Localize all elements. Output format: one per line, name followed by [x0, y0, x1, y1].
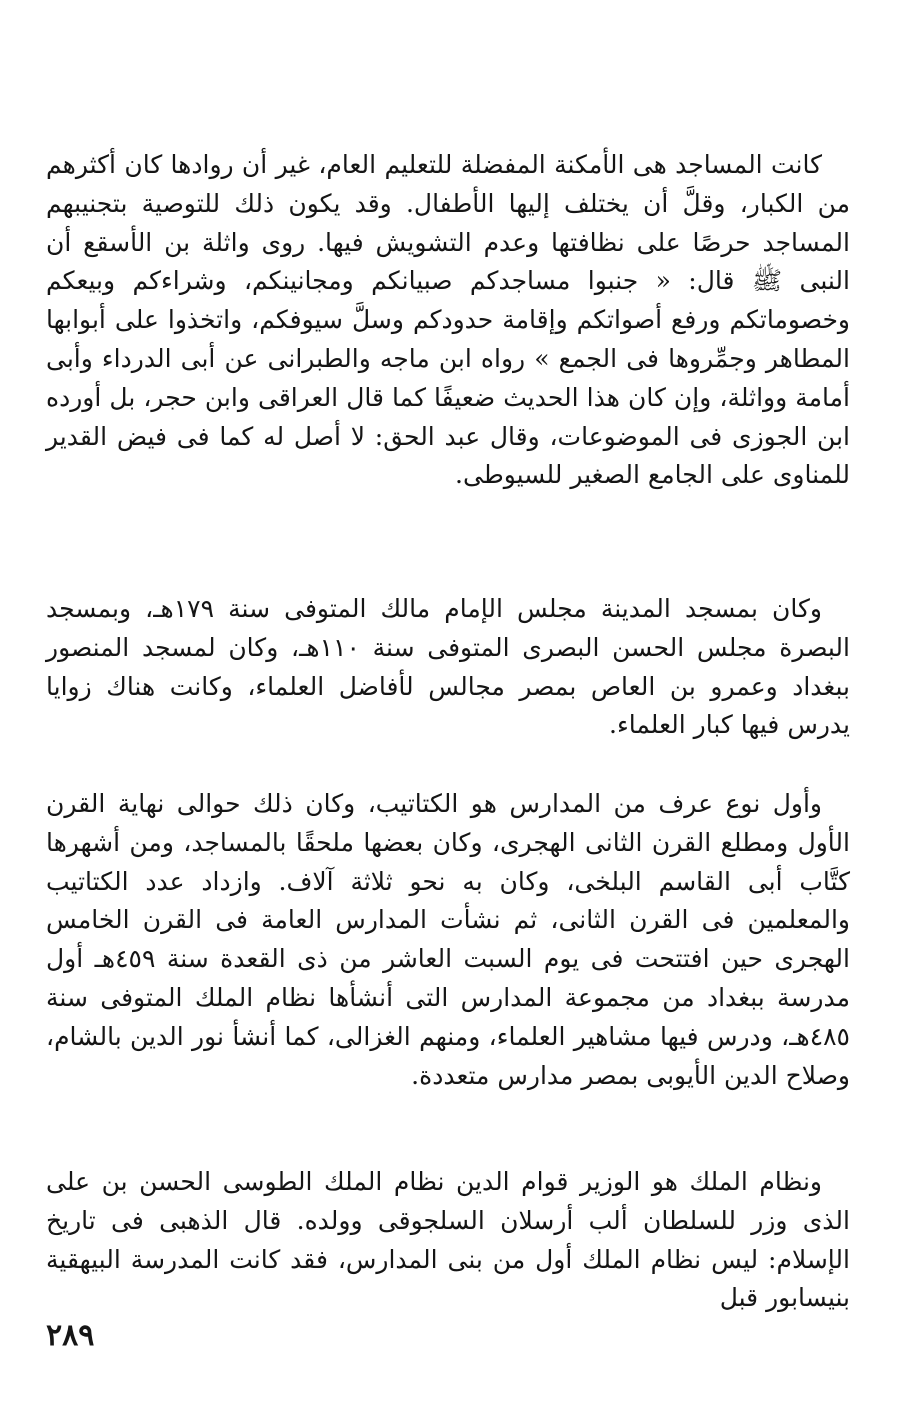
- paragraph-text: وأول نوع عرف من المدارس هو الكتاتيب، وكان ذلك حوالى نهاية القرن الأول ومطلع القرن الثانى الهجرى، وكان بعضها ملحقًا بالمساجد، ومن أشهرها كتَّاب أبى القاسم البلخى، وكان به نحو ثلاثة آلاف. وازداد عدد الكتاتيب والمعلمين فى القرن الثانى، ثم نشأت المدارس العامة فى القرن الخامس الهجرى حين افتتحت فى يوم السبت العاشر من ذى القعدة سنة ٤٥٩هـ أول مدرسة ببغداد من مجموعة المدارس التى أنشأها نظام الملك المتوفى سنة ٤٨٥هـ، ودرس فيها مشاهير العلماء، ومنهم الغزالى، كما أنشأ نور الدين بالشام، وصلاح الدين الأيوبى بمصر مدارس متعددة.: [46, 789, 850, 1090]
- paragraph-kuttab-schools: [46, 785, 850, 1095]
- paragraph-text: وكان بمسجد المدينة مجلس الإمام مالك المتوفى سنة ١٧٩هـ، وبمسجد البصرة مجلس الحسن البصرى المتوفى سنة ١١٠هـ، وكان لمسجد المنصور ببغداد وعمرو بن العاص بمصر مجالس لأفاضل العلماء، وكانت هناك زوايا يدرس فيها كبار العلماء.: [46, 594, 850, 740]
- paragraph-mosque-circles: [46, 590, 850, 745]
- paragraph-nizam-al-mulk: [46, 1163, 850, 1318]
- paragraph-text: كانت المساجد هى الأمكنة المفضلة للتعليم العام، غير أن روادها كان أكثرهم من الكبار، وقلَّ أن يختلف إليها الأطفال. وقد يكون ذلك للتوصية بتجنيبهم المساجد حرصًا على نظافتها وعدم التشويش فيها. روى واثلة بن الأسقع أن النبى ﷺ قال: « جنبوا مساجدكم صبيانكم ومجانينكم، وشراءكم وبيعكم وخصوماتكم ورفع أصواتكم وإقامة حدودكم وسلَّ سيوفكم، واتخذوا على أبوابها المطاهر وجمِّروها فى الجمع » رواه ابن ماجه والطبرانى عن أبى الدرداء وأبى أمامة وواثلة، وإن كان هذا الحديث ضعيفًا كما قال العراقى وابن حجر، بل أورده ابن الجوزى فى الموضوعات، وقال عبد الحق: لا أصل له كما فى فيض القدير للمناوى على الجامع الصغير للسيوطى.: [46, 150, 850, 490]
- paragraph-text: ونظام الملك هو الوزير قوام الدين نظام الملك الطوسى الحسن بن على الذى وزر للسلطان ألب أرسلان السلجوقى وولده. قال الذهبى فى تاريخ الإسلام: ليس نظام الملك أول من بنى المدارس، فقد كانت المدرسة البيهقية بنيسابور قبل: [46, 1167, 850, 1313]
- paragraph-mosques-education: [46, 146, 850, 495]
- page-number: ٢٨٩: [46, 1318, 95, 1353]
